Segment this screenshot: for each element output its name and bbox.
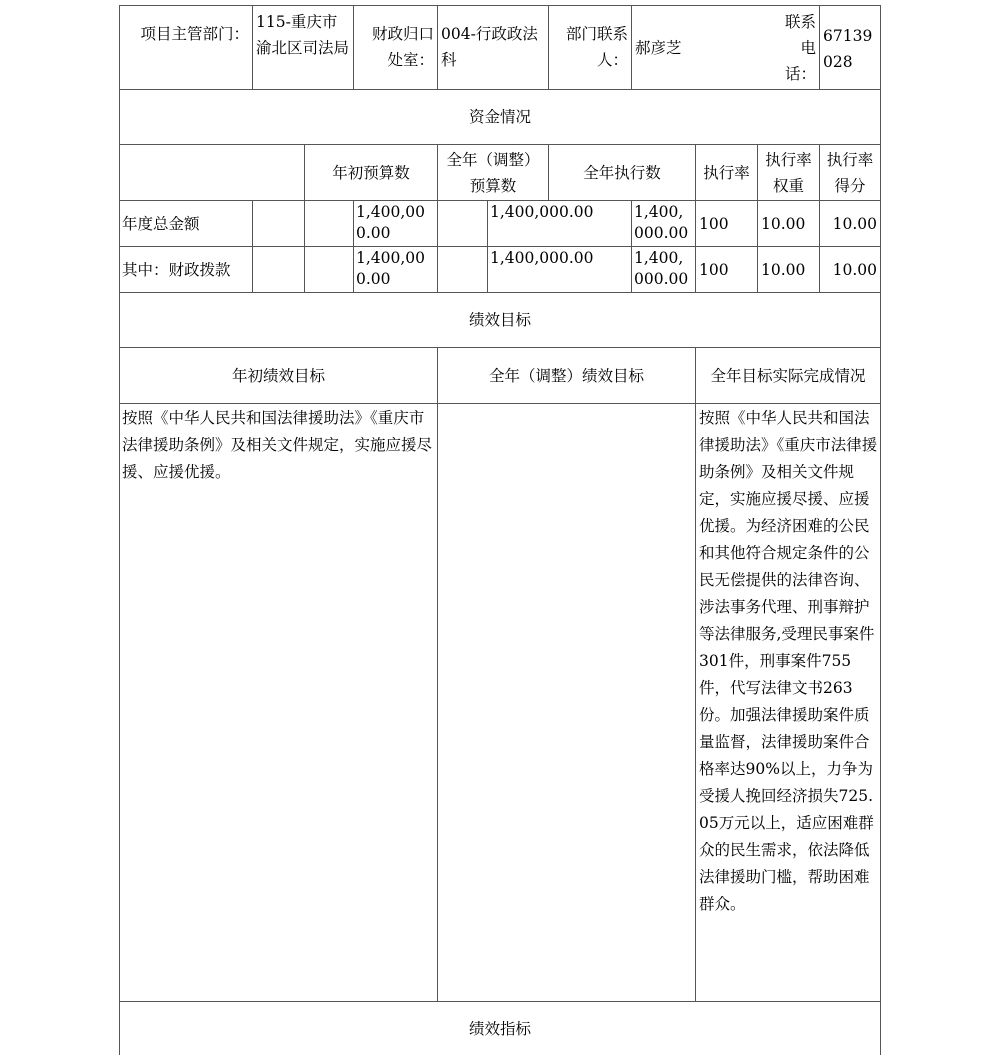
row-total-label: 年度总金额 [122, 215, 200, 233]
dept-label: 项目主管部门： [140, 25, 249, 43]
col-weight: 执行率权重 [765, 150, 812, 195]
col-score: 执行率得分 [826, 150, 874, 195]
row-total-executed: 1,400,000.00 [634, 203, 689, 242]
col-executed: 全年执行数 [583, 163, 661, 182]
row-fiscal-initial: 1,400,000.00 [356, 249, 426, 288]
col-initial-goal: 年初绩效目标 [231, 366, 325, 385]
row-fiscal-weight: 10.00 [761, 261, 806, 279]
col-rate: 执行率 [703, 163, 750, 182]
goals-section-title: 绩效目标 [468, 311, 531, 329]
col-adjusted-goal: 全年（调整）绩效目标 [488, 366, 644, 385]
row-total-initial: 1,400,000.00 [356, 203, 426, 242]
row-fiscal-executed: 1,400,000.00 [634, 249, 689, 288]
contact-value: 郝彦芝 [635, 39, 682, 57]
row-total-adjusted: 1,400,000.00 [490, 203, 594, 221]
row-fiscal-rate: 100 [699, 261, 729, 279]
row-total-rate: 100 [699, 215, 729, 233]
contact-label: 部门联系人： [565, 25, 628, 69]
col-actual-goal: 全年目标实际完成情况 [710, 366, 866, 385]
adjusted-goal-text [438, 405, 695, 999]
row-fiscal-score: 10.00 [832, 261, 877, 279]
col-initial-budget: 年初预算数 [332, 163, 410, 182]
row-total-weight: 10.00 [761, 215, 806, 233]
indicators-section-title: 绩效指标 [468, 1019, 531, 1038]
funds-section-title: 资金情况 [468, 108, 531, 126]
dept-value: 115-重庆市渝北区司法局 [256, 13, 350, 57]
phone-value: 67139028 [823, 27, 873, 71]
initial-goal-text: 按照《中华人民共和国法律援助法》《重庆市法律援助条例》及相关文件规定，实施应援尽援、应援优援。 [122, 409, 433, 481]
row-total-score: 10.00 [832, 215, 877, 233]
performance-table [119, 5, 881, 1055]
office-label: 财政归口处室： [371, 25, 434, 69]
phone-label: 联系电话： [784, 13, 816, 83]
actual-goal-text: 按照《中华人民共和国法律援助法》《重庆市法律援助条例》及相关文件规定，实施应援尽援、应援优援。为经济困难的公民和其他符合规定条件的公民无偿提供的法律咨询、涉法事务代理、刑事辩护等法律服务,受理民事案件301件，刑事案件755件，代写法律文书263份。加强法律援助案件质量监督，法律援助案件合格率达90%以上，力争为受援人挽回经济损失725.05万元以上，适应困难群众的民生需求，依法降低法律援助门槛，帮助困难群众。 [699, 409, 878, 913]
row-fiscal-adjusted: 1,400,000.00 [490, 249, 594, 267]
row-fiscal-label: 其中：财政拨款 [122, 261, 231, 279]
office-value: 004-行政政法科 [441, 25, 538, 69]
col-adjusted-budget: 全年（调整）预算数 [446, 150, 540, 195]
